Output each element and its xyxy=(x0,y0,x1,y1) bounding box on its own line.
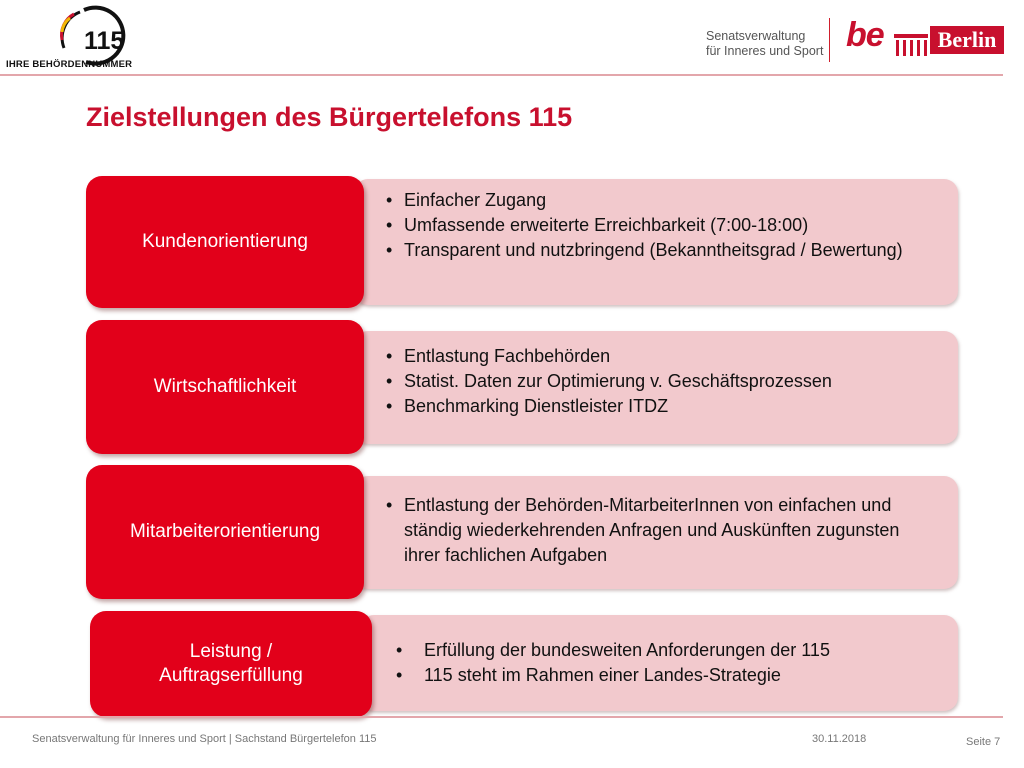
logo-caption: IHRE BEHÖRDENNUMMER xyxy=(6,59,133,70)
objective-label-line: Leistung / xyxy=(189,641,273,662)
department-line-2: für Inneres und Sport xyxy=(706,44,824,58)
footer-date: 30.11.2018 xyxy=(812,733,867,745)
berlin-be-mark: be xyxy=(846,16,884,54)
objective-label xyxy=(90,611,372,717)
objective-label xyxy=(86,320,364,454)
footer-text: Senatsverwaltung für Inneres und Sport | Sachstand Bürgertelefon 115 xyxy=(32,733,377,745)
objective-label-line: Auftragserfüllung xyxy=(159,665,303,686)
objective-row-wirtschaftlichkeit xyxy=(86,320,958,454)
header xyxy=(0,0,1024,78)
objective-label-line: Mitarbeiterorientierung xyxy=(129,521,321,542)
objective-item: • 115 steht im Rahmen einer Landes-Strategie xyxy=(390,663,930,688)
objective-row-kundenorientierung xyxy=(86,176,958,308)
page-number: Seite 7 xyxy=(966,736,1001,748)
objective-content-panel xyxy=(354,476,958,589)
brandenburg-gate-icon xyxy=(894,34,928,56)
objective-label xyxy=(86,465,364,599)
objective-item: • Entlastung der Behörden-MitarbeiterInnen von einfachen und ständig wiederkehrenden Anfragen und Auskünften zugunsten ihrer fachlichen Aufgaben xyxy=(384,493,924,568)
objective-item: • Erfüllung der bundesweiten Anforderungen der 115 xyxy=(390,638,930,663)
objective-item: • Statist. Daten zur Optimierung v. Geschäftsprozessen xyxy=(384,369,944,394)
objective-item: • Entlastung Fachbehörden xyxy=(384,344,944,369)
logo-number: 115 xyxy=(84,27,125,55)
logo-115 xyxy=(4,2,154,74)
objective-item: • Umfassende erweiterte Erreichbarkeit (7:00-18:00) xyxy=(384,213,939,238)
logo-115-icon xyxy=(54,4,144,66)
objective-content-panel xyxy=(354,331,958,444)
header-separator xyxy=(829,18,830,62)
footer-divider xyxy=(0,716,1003,718)
objective-label-line: Kundenorientierung xyxy=(142,231,308,252)
objective-item-list xyxy=(384,344,944,419)
objective-item-list xyxy=(384,188,939,263)
objective-item-list xyxy=(384,493,924,568)
objective-item-list xyxy=(390,638,930,688)
objective-item: • Benchmarking Dienstleister ITDZ xyxy=(384,394,944,419)
page-title: Zielstellungen des Bürgertelefons 115 xyxy=(86,102,573,132)
objective-item: • Transparent und nutzbringend (Bekanntheitsgrad / Bewertung) xyxy=(384,238,939,263)
header-divider xyxy=(0,74,1003,76)
department-name xyxy=(706,29,824,59)
objective-content-panel xyxy=(360,615,958,711)
objective-label xyxy=(86,176,364,308)
objective-item: • Einfacher Zugang xyxy=(384,188,939,213)
objective-row-leistung xyxy=(86,611,958,717)
objective-content-panel xyxy=(354,179,958,305)
objective-label-line: Wirtschaftlichkeit xyxy=(153,376,297,397)
berlin-label: Berlin xyxy=(930,26,1004,54)
berlin-logo xyxy=(846,16,1004,64)
department-line-1: Senatsverwaltung xyxy=(706,29,806,43)
objective-row-mitarbeiterorientierung xyxy=(86,465,958,599)
